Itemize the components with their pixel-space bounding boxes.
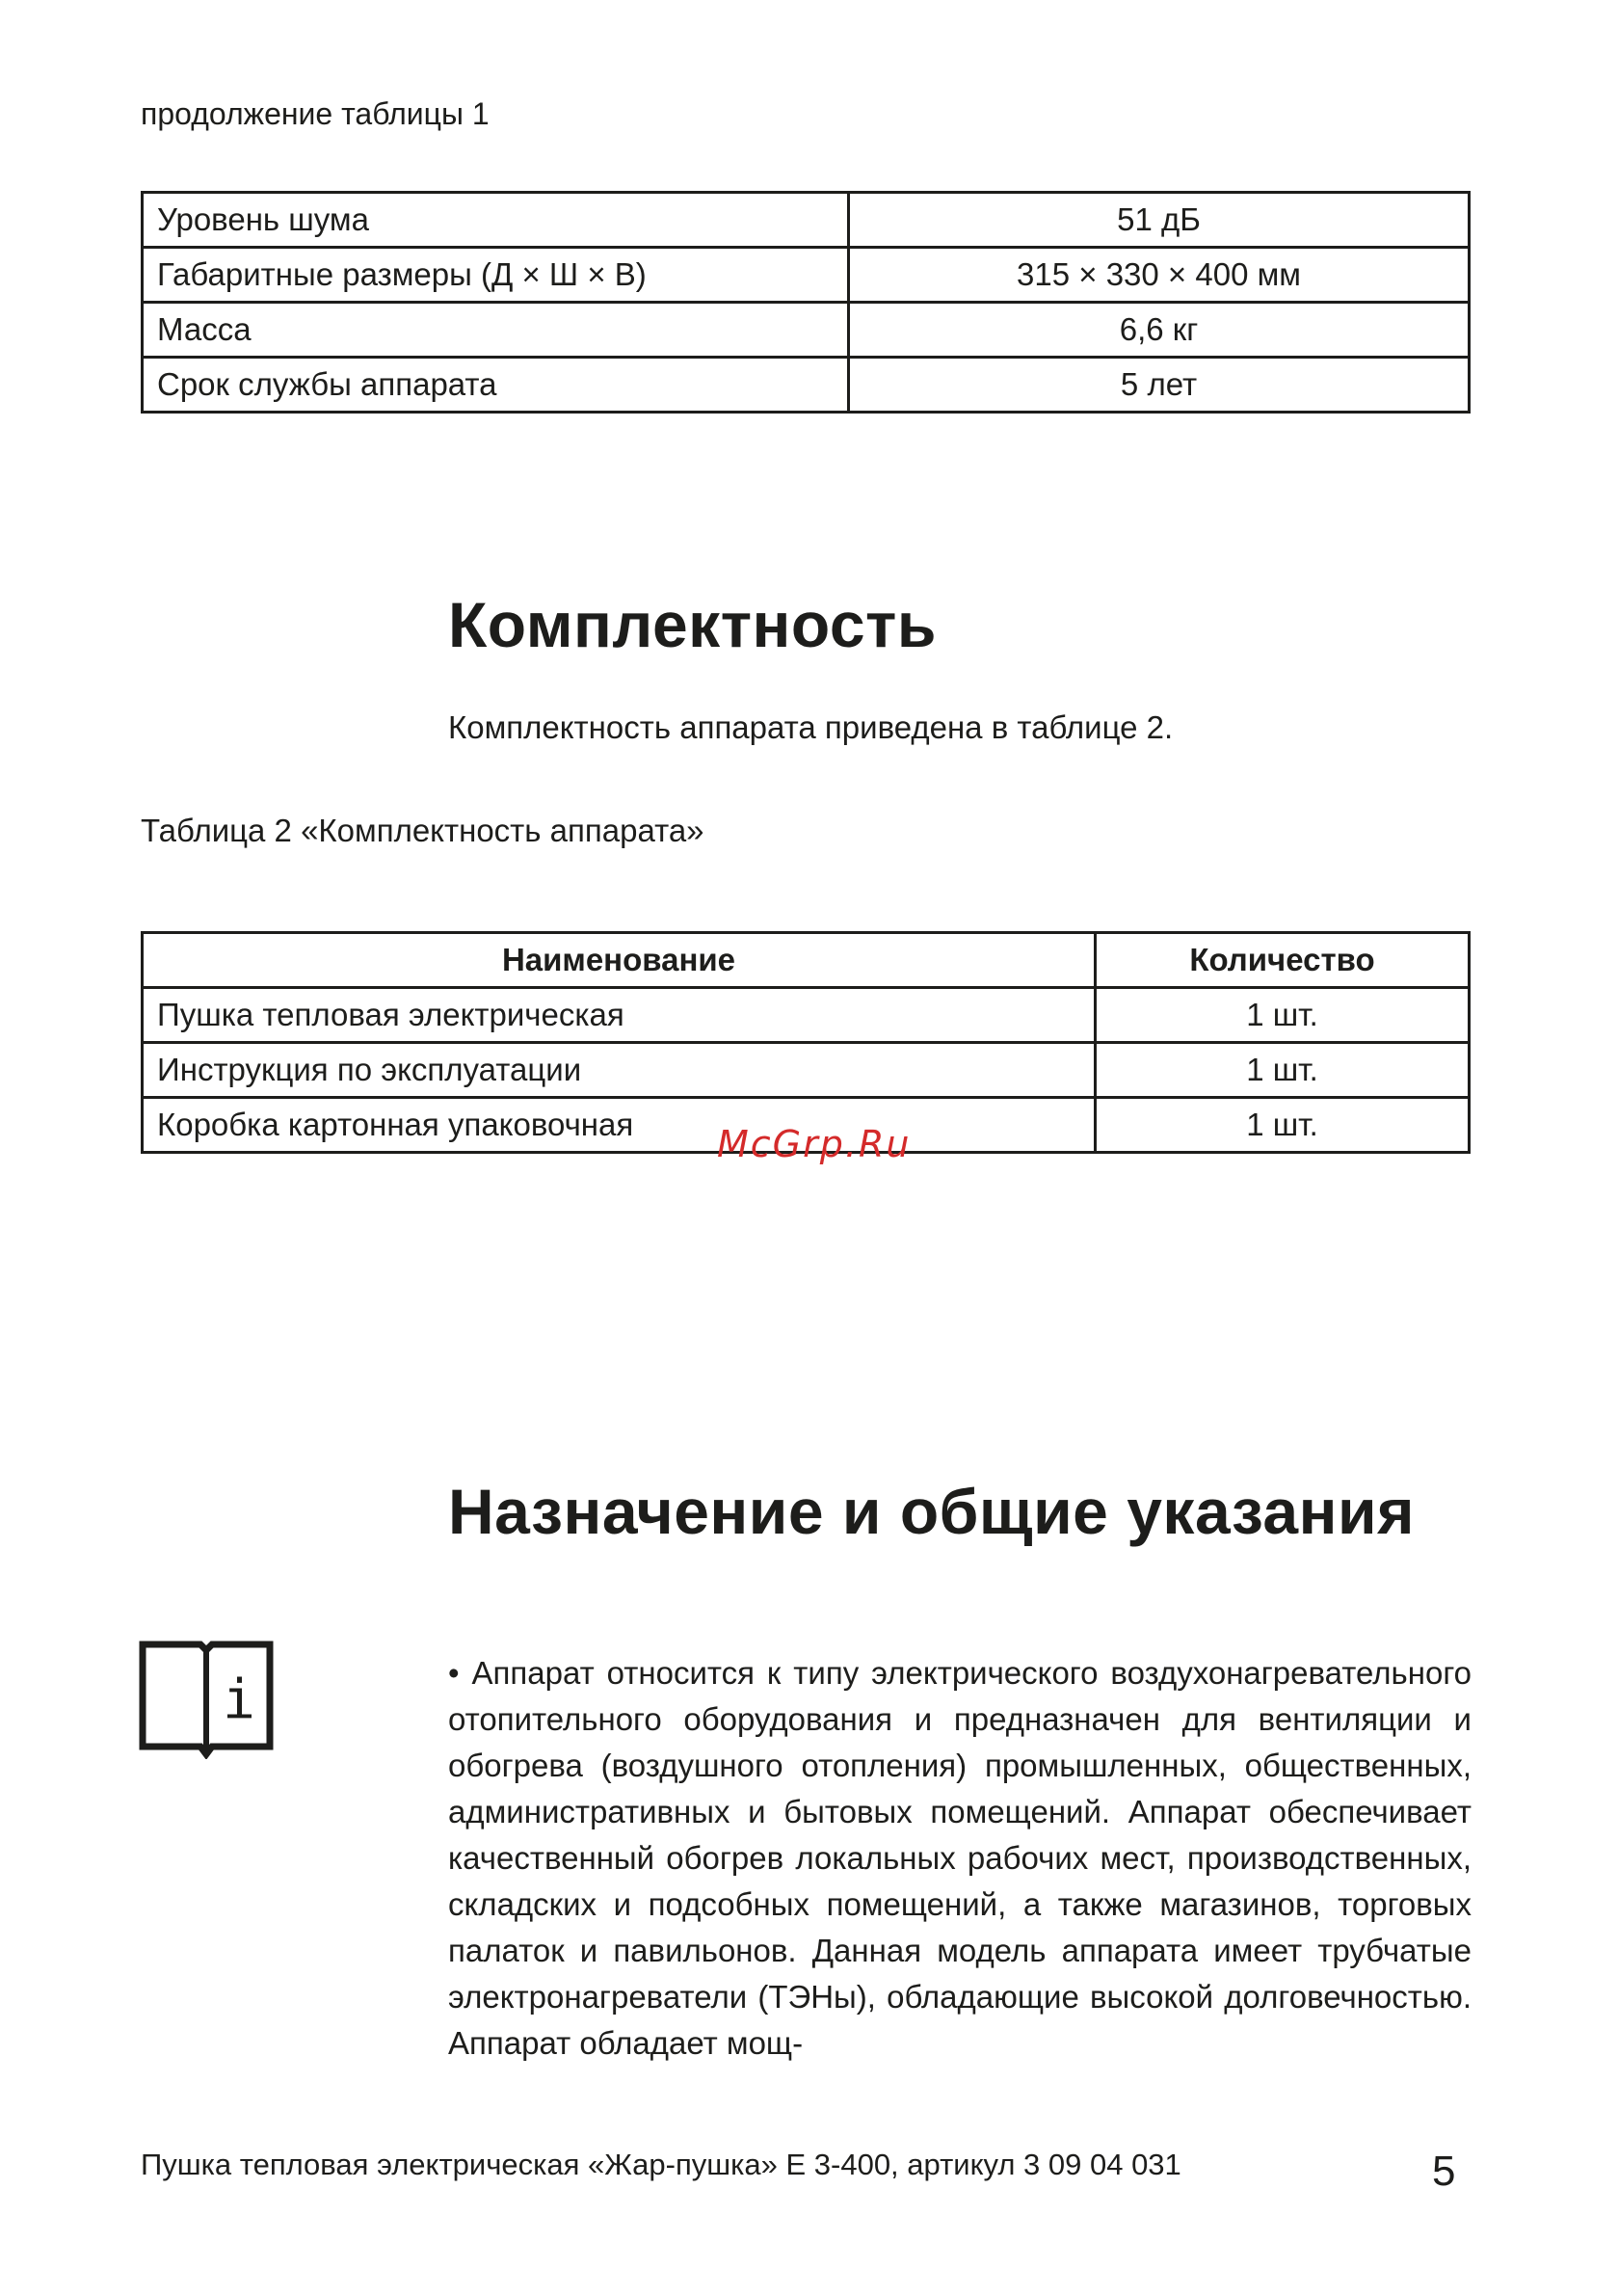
- param-cell: Срок службы аппарата: [143, 358, 849, 413]
- table-row: [143, 193, 1470, 248]
- name-cell: Инструкция по эксплуатации: [143, 1043, 1096, 1098]
- svg-text:i: i: [223, 1669, 255, 1731]
- header-qty: Количество: [1096, 933, 1470, 988]
- table-row: [143, 303, 1470, 358]
- value-cell: 51 дБ: [849, 193, 1470, 248]
- name-cell: Коробка картонная упаковочная: [143, 1098, 1096, 1153]
- table-caption: Таблица 2 «Комплектность аппарата»: [141, 813, 704, 848]
- table-header-row: [143, 933, 1470, 988]
- param-cell: Уровень шума: [143, 193, 849, 248]
- page-number: 5: [1432, 2148, 1456, 2195]
- table-row: [143, 358, 1470, 413]
- param-cell: Масса: [143, 303, 849, 358]
- purpose-heading: Назначение и общие указания: [448, 1476, 1416, 1547]
- qty-cell: 1 шт.: [1096, 1098, 1470, 1153]
- param-cell: Габаритные размеры (Д × Ш × В): [143, 248, 849, 303]
- completeness-intro: Комплектность аппарата приведена в таблице 2.: [448, 709, 1174, 745]
- watermark: McGrp.Ru: [717, 1123, 912, 1165]
- purpose-paragraph: • Аппарат относится к типу электрического воздухонагревательного отопительного оборудования и предназначен для вентиляции и обогрева (воздушного отопления) промышленных, общественных, административных и бытовых помещений. Аппарат обеспечивает качественный обогрев локальных рабочих мест, производственных, складских и подсобных помещений, а также магазинов, торговых палаток и павильонов. Данная модель аппарата имеет трубчатые электронагреватели (ТЭНы), обладающие высокой долговечностью. Аппарат обладает мощ-: [448, 1655, 1472, 2061]
- book-info-icon: [139, 1639, 274, 1764]
- qty-cell: 1 шт.: [1096, 988, 1470, 1043]
- footer-text: Пушка тепловая электрическая «Жар-пушка» Е 3-400, артикул 3 09 04 031: [141, 2148, 1181, 2181]
- completeness-heading: Комплектность: [448, 589, 937, 660]
- table-row: [143, 988, 1470, 1043]
- completeness-table: [141, 931, 1471, 1154]
- continuation-title: продолжение таблицы 1: [141, 96, 490, 131]
- table-row: [143, 248, 1470, 303]
- specs-table: [141, 191, 1471, 414]
- value-cell: 6,6 кг: [849, 303, 1470, 358]
- table-row: [143, 1043, 1470, 1098]
- qty-cell: 1 шт.: [1096, 1043, 1470, 1098]
- value-cell: 315 × 330 × 400 мм: [849, 248, 1470, 303]
- header-name: Наименование: [143, 933, 1096, 988]
- name-cell: Пушка тепловая электрическая: [143, 988, 1096, 1043]
- value-cell: 5 лет: [849, 358, 1470, 413]
